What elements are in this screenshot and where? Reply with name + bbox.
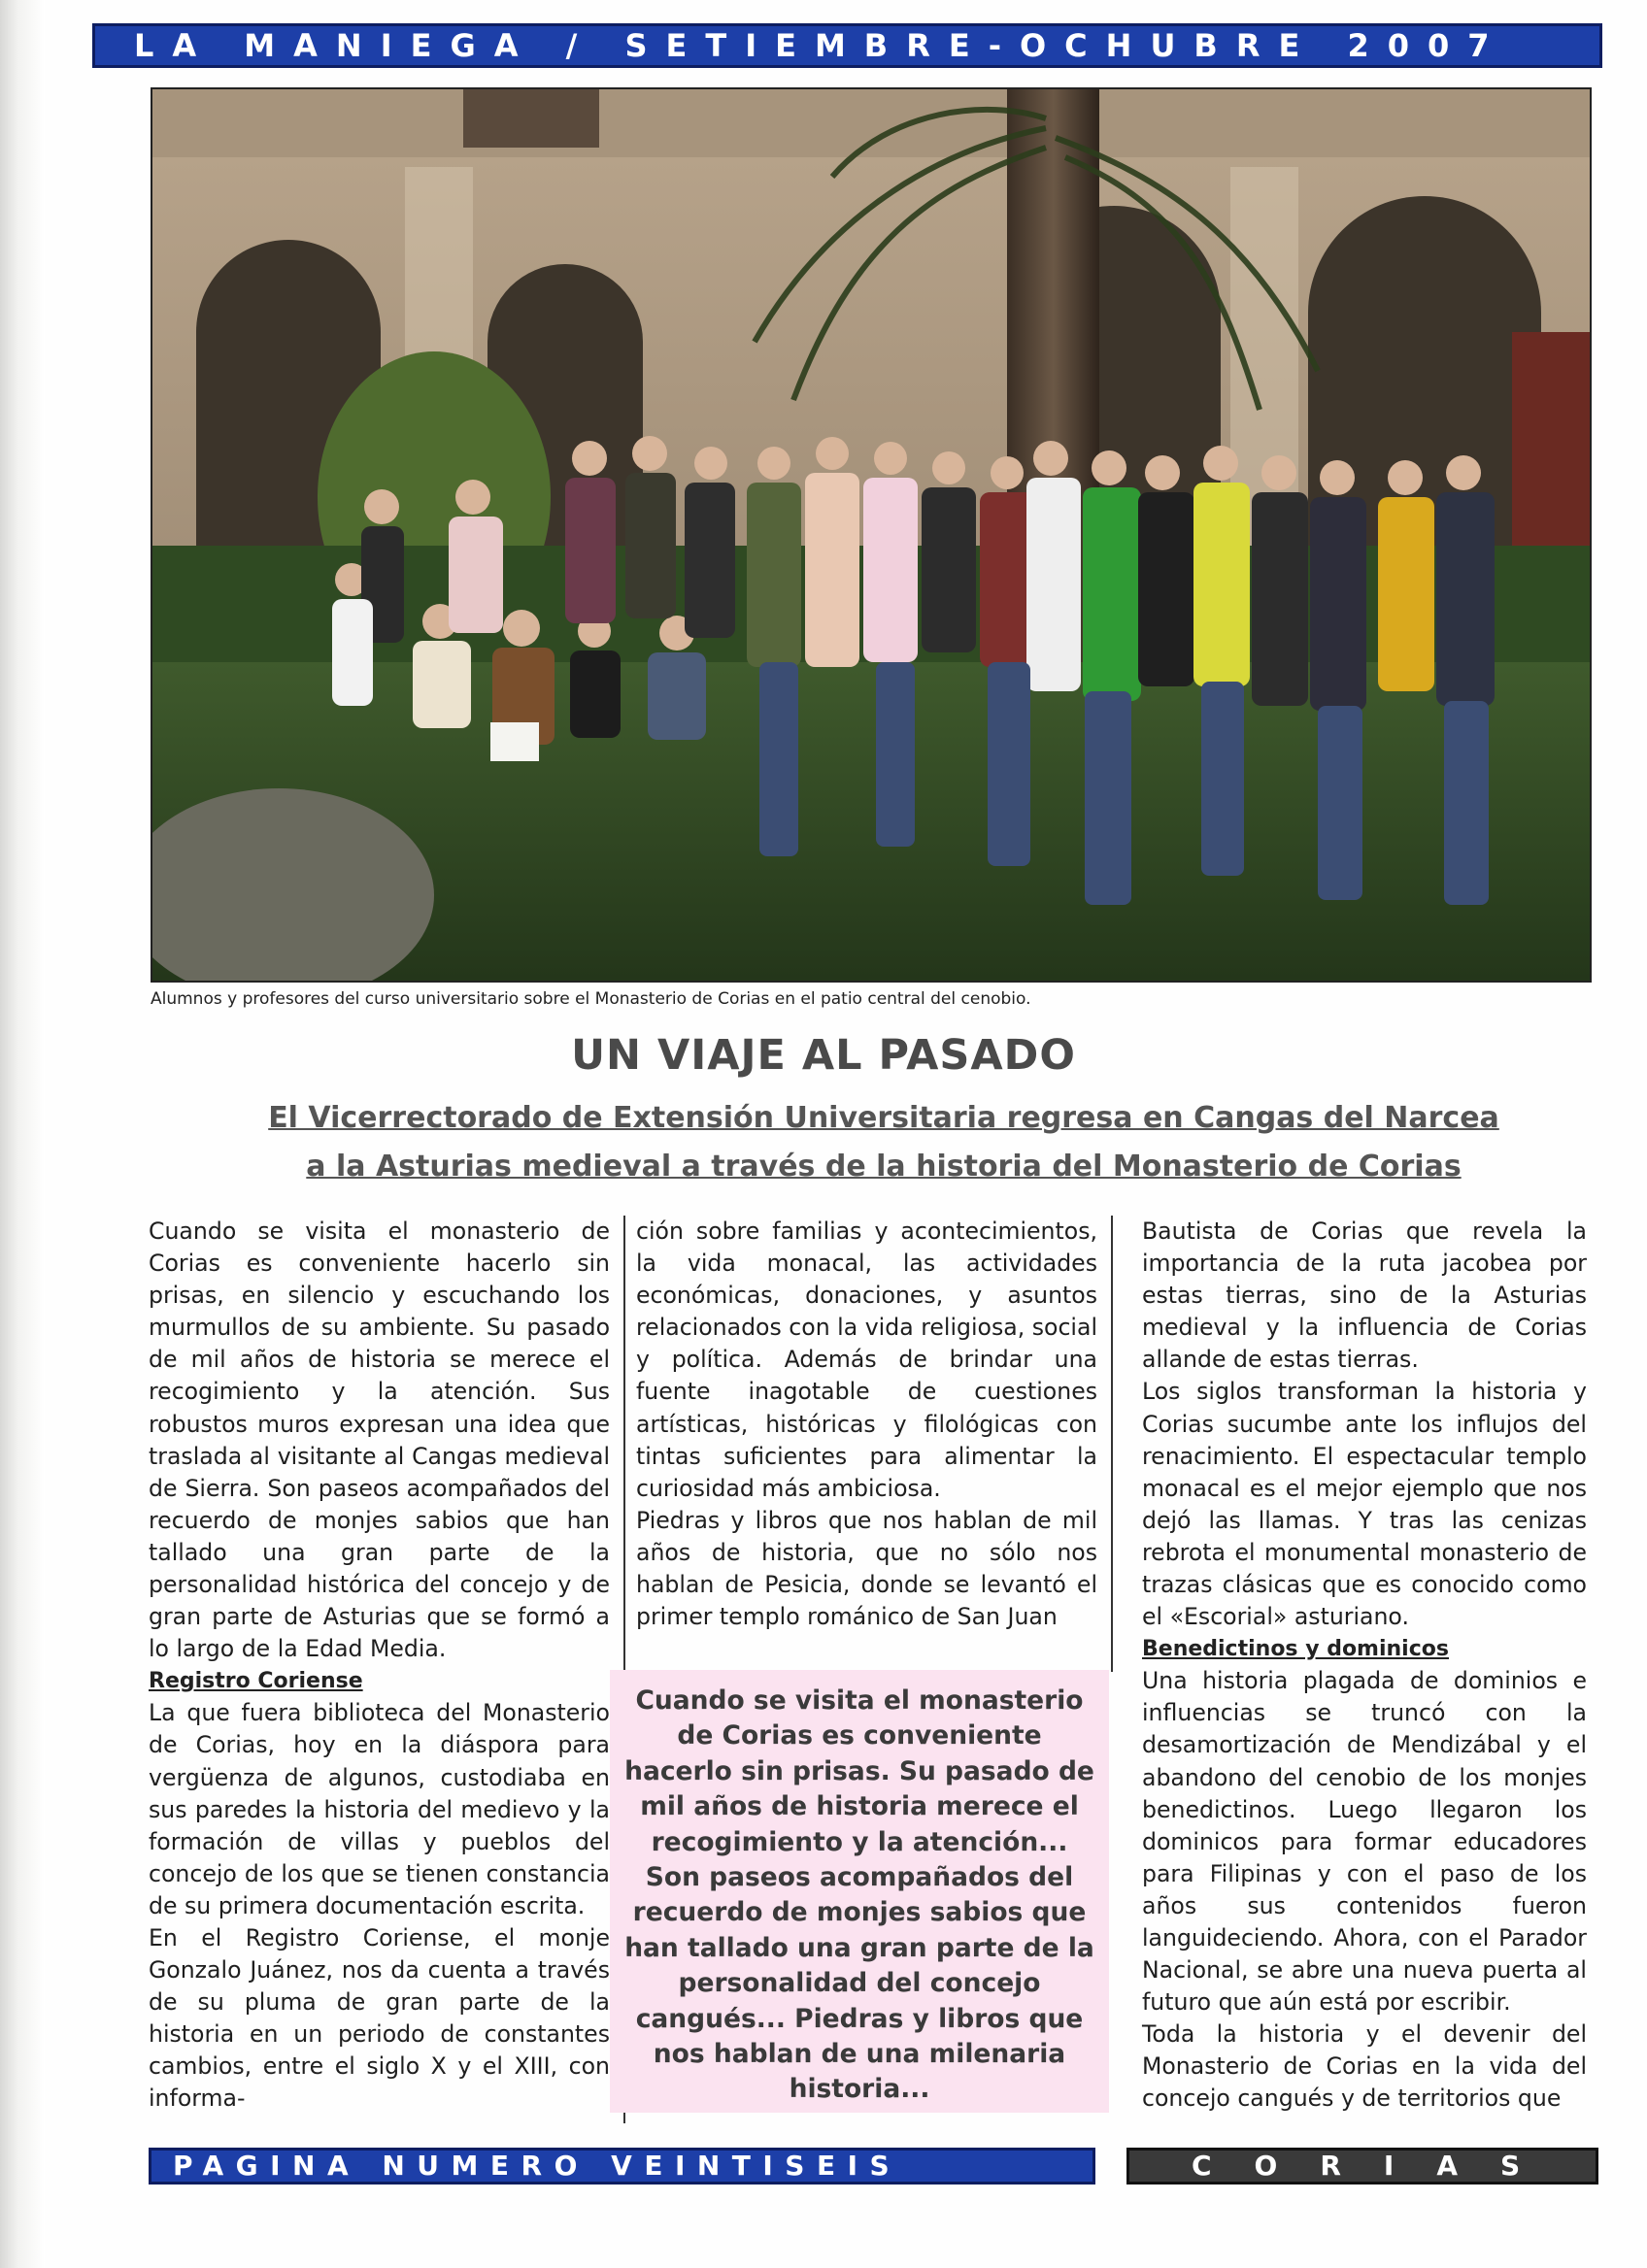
article-title: UN VIAJE AL PASADO: [571, 1031, 1076, 1080]
col2-paragraph-2: Piedras y libros que nos hablan de mil años de historia, que no sólo nos hablan de Pesicia, donde se levantó el primer templo románico de San Juan: [636, 1506, 1097, 1631]
col3-paragraph-3: Una historia plagada de dominios e influencias se truncó con la desamortización de Mendizábal y el abandono del cenobio de los monjes benedictinos. Luego llegaron los dominicos para formar educadores para Filipinas y con el paso de los años sus contenidos fueron languideciendo. Ahora, con el Parador Nacional, se abre una nueva puerta al futuro que aún está por escribir.: [1142, 1667, 1587, 2017]
page-header: LA MANIEGA / SETIEMBRE-OCHUBRE 2007: [92, 23, 1602, 68]
col2-paragraph-1: ción sobre familias y acontecimientos, la vida monacal, las actividades económicas, donaciones, y asuntos relacionados con la vida religiosa, social y política. Además de brindar una fuente inagotable de cuestiones artísticas, históricas y filológicas con tintas suficientes para alimentar la curiosidad más ambiciosa.: [636, 1217, 1097, 1502]
col3-paragraph-4: Toda la historia y el devenir del Monasterio de Corias en la vida del concejo cangués y de territorios que: [1142, 2020, 1587, 2113]
article-column-1: [149, 1216, 610, 2116]
footer-page-number: PAGINA NUMERO VEINTISEIS: [149, 2148, 1095, 2185]
section-heading-registro: Registro Coriense: [149, 1669, 363, 1694]
pull-quote: Cuando se visita el monasterio de Corias es conveniente hacerlo sin prisas. Su pasado de mil años de historia merece el recogimiento y la atención... Son paseos acompañados del recuerdo de monjes sabios que han tallado una gran parte de la personalidad del concejo cangués... Piedras y libros que nos hablan de una milenaria historia...: [610, 1670, 1109, 2113]
section-heading-benedictinos: Benedictinos y dominicos: [1142, 1637, 1449, 1662]
article-subtitle-line2: a la Asturias medieval a través de la historia del Monasterio de Corias: [306, 1150, 1462, 1184]
article-column-2: [636, 1216, 1097, 1633]
group-photo: [151, 87, 1592, 983]
footer-section: CORIAS: [1126, 2148, 1598, 2185]
col3-paragraph-2: Los siglos transforman la historia y Corias sucumbe ante los influjos del renacimiento. El espectacular templo monacal es el mejor ejemplo que nos dejó las llamas. Y tras las cenizas rebrota el monumental monasterio de trazas clásicas que es conocido como el «Escorial» asturiano.: [1142, 1378, 1587, 1631]
column-divider: [1111, 1216, 1113, 1672]
col1-paragraph-1: Cuando se visita el monasterio de Corias es conveniente hacerlo sin prisas, en silencio y escuchando los murmullos de su ambiente. Su pasado de mil años de historia se merece el recogimiento y la atención. Sus robustos muros expresan una idea que traslada al visitante al Cangas medieval de Sierra. Son paseos acompañados del recuerdo de monjes sabios que han tallado una gran parte de la personalidad histórica del concejo y de gran parte de Asturias que se formó a lo largo de la Edad Media.: [149, 1217, 610, 1663]
photo-caption: Alumnos y profesores del curso universitario sobre el Monasterio de Corias en el patio central del cenobio.: [151, 989, 1031, 1009]
article-column-3: [1142, 1216, 1587, 2116]
page-binding-edge: [0, 0, 45, 2268]
col1-paragraph-2: La que fuera biblioteca del Monasterio de Corias, hoy en la diáspora para vergüenza de algunos, custodiaba en sus paredes la historia del medievo y la formación de villas y pueblos del concejo de los que se tienen constancia de su primera documentación escrita.: [149, 1699, 610, 1919]
col3-paragraph-1: Bautista de Corias que revela la importancia de la ruta jacobea por estas tierras, sino de la Asturias medieval y la influencia de Corias allande de estas tierras.: [1142, 1217, 1587, 1374]
col1-paragraph-3: En el Registro Coriense, el monje Gonzalo Juánez, nos da cuenta a través de su pluma de gran parte de la historia en un periodo de constantes cambios, entre el siglo X y el XIII, con informa-: [149, 1923, 610, 2113]
article-subtitle-line1: El Vicerrectorado de Extensión Universitaria regresa en Cangas del Narcea: [268, 1101, 1499, 1135]
